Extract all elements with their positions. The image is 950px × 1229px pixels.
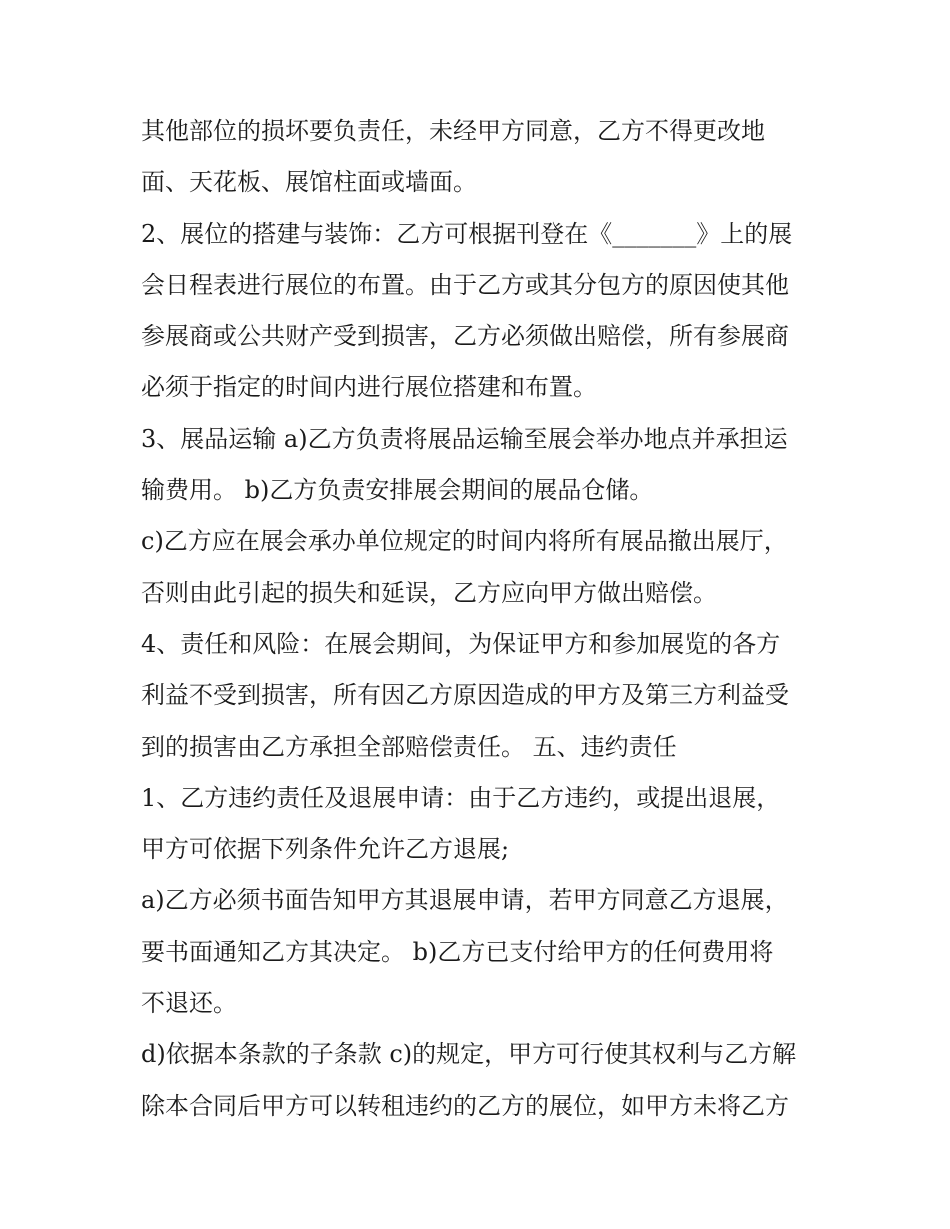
text-line: 要书面通知乙方其决定。 b)乙方已支付给甲方的任何费用将 [141,937,774,966]
text-line: 4、责任和风险：在展会期间，为保证甲方和参加展览的各方 [141,629,781,658]
text-line: c)乙方应在展会承办单位规定的时间内将所有展品撤出展厅， [141,527,788,556]
text-line: 甲方可依据下列条件允许乙方退展; [141,835,510,864]
text-line: 面、天花板、展馆柱面或墙面。 [141,168,477,197]
text-line: 2、展位的搭建与装饰：乙方可根据刊登在《_______》上的展 [141,219,793,248]
text-line: d)依据本条款的子条款 c)的规定，甲方可行使其权利与乙方解 [141,1040,797,1069]
text-line: 到的损害由乙方承担全部赔偿责任。 五、违约责任 [141,732,677,761]
text-line: 会日程表进行展位的布置。由于乙方或其分包方的原因使其他 [141,270,789,299]
text-line: 1、乙方违约责任及退展申请：由于乙方违约，或提出退展， [141,783,781,812]
text-line: 其他部位的损坏要负责任，未经甲方同意，乙方不得更改地 [141,117,765,145]
text-line: 除本合同后甲方可以转租违约的乙方的展位，如甲方未将乙方 [141,1091,789,1120]
text-line: a)乙方必须书面告知甲方其退展申请，若甲方同意乙方退展， [141,886,789,915]
text-line: 3、展品运输 a)乙方负责将展品运输至展会举办地点并承担运 [141,424,788,453]
text-line: 必须于指定的时间内进行展位搭建和布置。 [141,373,597,402]
text-line: 否则由此引起的损失和延误，乙方应向甲方做出赔偿。 [141,578,717,607]
text-line: 利益不受到损害，所有因乙方原因造成的甲方及第三方利益受 [141,681,789,710]
text-line: 参展商或公共财产受到损害，乙方必须做出赔偿，所有参展商 [141,322,789,351]
text-line: 输费用。 b)乙方负责安排展会期间的展品仓储。 [141,476,654,505]
document-body [141,106,821,1132]
text-line: 不退还。 [141,989,237,1018]
